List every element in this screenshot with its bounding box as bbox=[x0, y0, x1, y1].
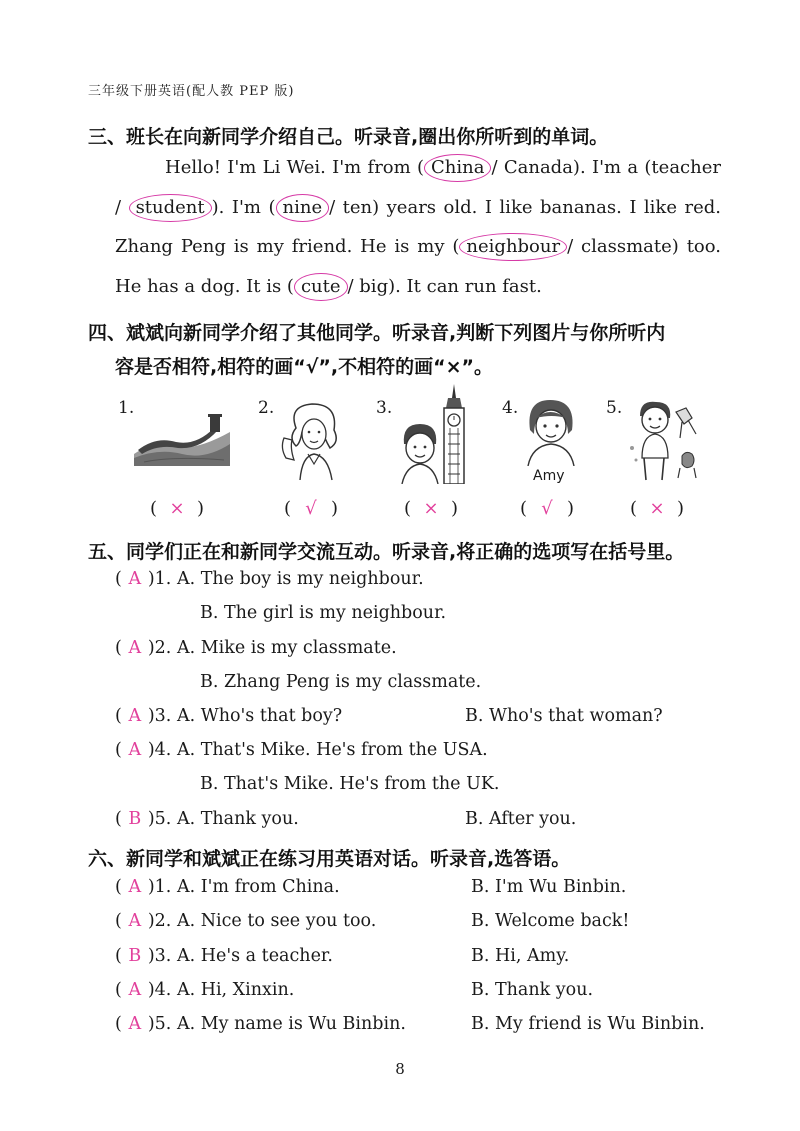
answer-mark: × bbox=[169, 498, 185, 519]
answer-letter: A bbox=[128, 740, 142, 760]
answer-letter: A bbox=[128, 569, 142, 589]
answer-mark: × bbox=[649, 498, 665, 519]
mark-1: ( × ) bbox=[150, 498, 205, 519]
section-6-title: 六、新同学和斌斌正在练习用英语对话。听录音,选答语。 bbox=[88, 848, 571, 870]
passage-text: / classmate) too. He has a dog. It is ( bbox=[115, 236, 722, 297]
great-wall-icon bbox=[134, 410, 230, 466]
girl-amy-icon bbox=[520, 394, 582, 466]
picture-number: 3. bbox=[376, 398, 393, 418]
mark-2: ( √ ) bbox=[284, 498, 339, 519]
s6-q3: ( B )3. A. He's a teacher. bbox=[115, 946, 333, 966]
answer-mark: √ bbox=[305, 498, 317, 519]
answer-letter: A bbox=[128, 638, 142, 658]
s6-q2: ( A )2. A. Nice to see you too. bbox=[115, 911, 377, 931]
s6-q2-option-b: B. Welcome back! bbox=[471, 911, 630, 931]
answer-letter: B bbox=[128, 809, 142, 829]
woman-waving-icon bbox=[274, 398, 354, 482]
book-header: 三年级下册英语(配人教 PEP 版) bbox=[88, 84, 295, 99]
boy-big-ben-icon bbox=[398, 384, 488, 484]
mark-3: ( × ) bbox=[404, 498, 459, 519]
passage-text: ). I'm ( bbox=[211, 196, 276, 218]
s5-q2-option-b: B. Zhang Peng is my classmate. bbox=[200, 672, 482, 692]
picture-number: 4. bbox=[502, 398, 519, 418]
s5-q4: ( A )4. A. That's Mike. He's from the USA. bbox=[115, 740, 488, 760]
s5-q3: ( A )3. A. Who's that boy? bbox=[115, 706, 343, 726]
answer-mark: × bbox=[423, 498, 439, 519]
answer-mark: √ bbox=[541, 498, 553, 519]
circled-word: student bbox=[129, 194, 212, 222]
s6-q5: ( A )5. A. My name is Wu Binbin. bbox=[115, 1014, 406, 1034]
picture-number: 1. bbox=[118, 398, 135, 418]
passage-text: / Canada). I'm a (teacher / bbox=[115, 157, 721, 218]
s5-q5-option-b: B. After you. bbox=[465, 809, 577, 829]
answer-letter: A bbox=[128, 980, 142, 1000]
answer-letter: B bbox=[128, 946, 142, 966]
section-4-title-line2: 容是否相符,相符的画“√”,不相符的画“×”。 bbox=[115, 356, 493, 378]
answer-letter: A bbox=[128, 1014, 142, 1034]
s5-q4-option-b: B. That's Mike. He's from the UK. bbox=[200, 774, 500, 794]
circled-word: China bbox=[424, 154, 491, 182]
s6-q1-option-b: B. I'm Wu Binbin. bbox=[471, 877, 627, 897]
section-4-title-line1: 四、斌斌向新同学介绍了其他同学。听录音,判断下列图片与你所听内 bbox=[88, 322, 666, 344]
circled-word: neighbour bbox=[459, 233, 567, 261]
s6-q3-option-b: B. Hi, Amy. bbox=[471, 946, 570, 966]
s5-q2: ( A )2. A. Mike is my classmate. bbox=[115, 638, 397, 658]
s6-q1: ( A )1. A. I'm from China. bbox=[115, 877, 340, 897]
mark-4: ( √ ) bbox=[520, 498, 575, 519]
passage bbox=[115, 148, 721, 306]
s6-q4: ( A )4. A. Hi, Xinxin. bbox=[115, 980, 295, 1000]
s5-q1: ( A )1. A. The boy is my neighbour. bbox=[115, 569, 424, 589]
boy-with-toys-icon bbox=[626, 398, 706, 484]
mark-5: ( × ) bbox=[630, 498, 685, 519]
picture-label-amy: Amy bbox=[533, 468, 565, 484]
s6-q4-option-b: B. Thank you. bbox=[471, 980, 594, 1000]
circled-word: nine bbox=[276, 194, 330, 222]
passage-text: / big). It can run fast. bbox=[347, 275, 542, 297]
picture-number: 5. bbox=[606, 398, 623, 418]
s5-q3-option-b: B. Who's that woman? bbox=[465, 706, 663, 726]
section-5-title: 五、同学们正在和新同学交流互动。听录音,将正确的选项写在括号里。 bbox=[88, 541, 685, 563]
passage-text: / ten) years old. I like bananas. I like red. Zhang Peng is my friend. He is my ( bbox=[115, 196, 721, 257]
answer-letter: A bbox=[128, 877, 142, 897]
s5-q1-option-b: B. The girl is my neighbour. bbox=[200, 603, 447, 623]
answer-letter: A bbox=[128, 706, 142, 726]
picture-number: 2. bbox=[258, 398, 275, 418]
s6-q5-option-b: B. My friend is Wu Binbin. bbox=[471, 1014, 705, 1034]
circled-word: cute bbox=[294, 273, 348, 301]
s5-q5: ( B )5. A. Thank you. bbox=[115, 809, 299, 829]
section-3-title: 三、班长在向新同学介绍自己。听录音,圈出你所听到的单词。 bbox=[88, 126, 609, 148]
passage-text: Hello! I'm Li Wei. I'm from ( bbox=[165, 157, 425, 178]
answer-letter: A bbox=[128, 911, 142, 931]
page-number: 8 bbox=[395, 1060, 405, 1078]
